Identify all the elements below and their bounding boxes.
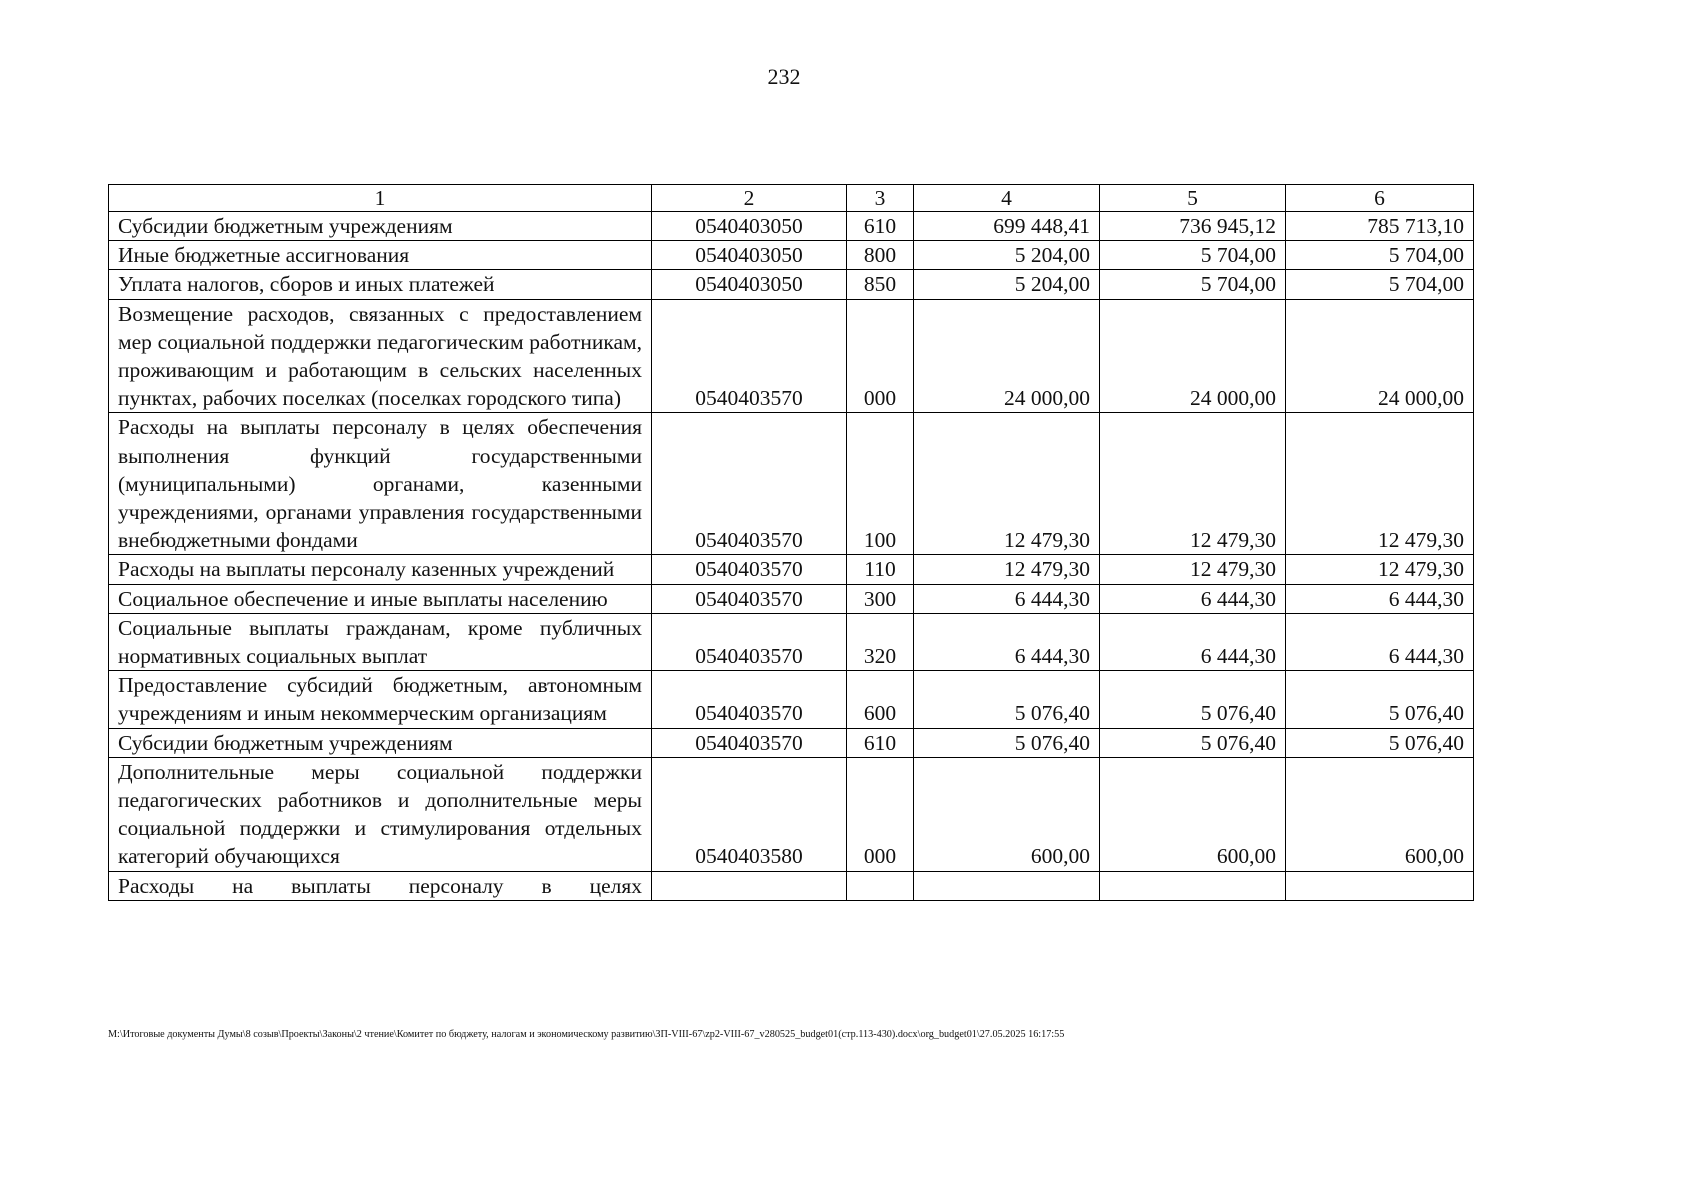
amount-col4-cell: 5 076,40 [914,728,1100,757]
column-header: 2 [652,185,847,212]
expense-name-cell: Уплата налогов, сборов и иных платежей [109,270,652,299]
target-article-code-cell: 0540403570 [652,728,847,757]
amount-col4-cell: 6 444,30 [914,584,1100,613]
target-article-code-cell: 0540403570 [652,613,847,670]
amount-col5-cell: 6 444,30 [1100,584,1286,613]
amount-col4-cell: 12 479,30 [914,413,1100,555]
amount-col4-cell: 24 000,00 [914,299,1100,413]
amount-col5-cell: 5 076,40 [1100,728,1286,757]
target-article-code-cell: 0540403580 [652,757,847,871]
amount-col5-cell: 5 076,40 [1100,671,1286,728]
table-body [109,185,1474,901]
table-row [109,728,1474,757]
amount-col6-cell: 600,00 [1286,757,1474,871]
amount-col4-cell: 699 448,41 [914,212,1100,241]
expense-type-code-cell: 110 [847,555,914,584]
expense-name-cell: Расходы на выплаты персоналу казенных учреждений [109,555,652,584]
amount-col5-cell: 736 945,12 [1100,212,1286,241]
expense-type-code-cell: 100 [847,413,914,555]
table-row [109,413,1474,555]
target-article-code-cell: 0540403050 [652,270,847,299]
table-row [109,212,1474,241]
column-number-row [109,185,1474,212]
page-number: 232 [767,64,801,89]
column-header: 1 [109,185,652,212]
amount-col5-cell: 5 704,00 [1100,270,1286,299]
expense-name-cell: Расходы на выплаты персоналу в целях обеспечения выполнения функций государственными (муниципальными) органами, казенными учреждениями, органами управления государственными внебюджетными фондами [109,413,652,555]
amount-col5-cell: 12 479,30 [1100,413,1286,555]
expense-type-code-cell: 800 [847,241,914,270]
amount-col6-cell: 6 444,30 [1286,584,1474,613]
amount-col4-cell: 5 204,00 [914,270,1100,299]
expense-name-cell: Социальные выплаты гражданам, кроме публичных нормативных социальных выплат [109,613,652,670]
amount-col4-cell: 6 444,30 [914,613,1100,670]
amount-col6-cell: 24 000,00 [1286,299,1474,413]
expense-type-code-cell: 000 [847,299,914,413]
amount-col5-cell: 5 704,00 [1100,241,1286,270]
expense-type-code-cell: 300 [847,584,914,613]
expense-type-code-cell: 600 [847,671,914,728]
expense-name-cell: Иные бюджетные ассигнования [109,241,652,270]
amount-col6-cell: 6 444,30 [1286,613,1474,670]
amount-col4-cell: 600,00 [914,757,1100,871]
amount-col6-cell: 12 479,30 [1286,413,1474,555]
table-row [109,757,1474,871]
table-row [109,270,1474,299]
expense-name-cell: Дополнительные меры социальной поддержки педагогических работников и дополнительные меры социальной поддержки и стимулирования отдельных категорий обучающихся [109,757,652,871]
table-row [109,671,1474,728]
expense-type-code-cell: 610 [847,728,914,757]
expense-name-cell: Субсидии бюджетным учреждениям [109,728,652,757]
target-article-code-cell: 0540403570 [652,584,847,613]
amount-col6-cell: 5 704,00 [1286,241,1474,270]
expense-type-code-cell: 320 [847,613,914,670]
budget-table [108,184,1474,901]
target-article-code-cell: 0540403570 [652,671,847,728]
table-row [109,584,1474,613]
target-article-code-cell: 0540403570 [652,299,847,413]
target-article-code-cell: 0540403570 [652,555,847,584]
amount-col4-cell: 5 204,00 [914,241,1100,270]
expense-name-cell: Предоставление субсидий бюджетным, автономным учреждениям и иным некоммерческим организациям [109,671,652,728]
expense-name-cell: Социальное обеспечение и иные выплаты населению [109,584,652,613]
expense-type-code-cell: 850 [847,270,914,299]
amount-col6-cell: 5 076,40 [1286,671,1474,728]
expense-type-code-cell: 610 [847,212,914,241]
amount-col6-cell [1286,871,1474,900]
table-row [109,299,1474,413]
target-article-code-cell: 0540403050 [652,241,847,270]
expense-name-cell: Субсидии бюджетным учреждениям [109,212,652,241]
target-article-code-cell [652,871,847,900]
amount-col5-cell: 24 000,00 [1100,299,1286,413]
document-file-path: M:\Итоговые документы Думы\8 созыв\Проекты\Законы\2 чтение\Комитет по бюджету, налогам и экономическому развитию\ЗП-VIII-67\zp2-VIII-67_v280525_budget01(стр.113-430).docx\org_budget01\27.05.2025 16:17:55 [108,1029,1065,1040]
table-row [109,871,1474,900]
amount-col4-cell: 12 479,30 [914,555,1100,584]
expense-name-cell: Возмещение расходов, связанных с предоставлением мер социальной поддержки педагогическим работникам, проживающим и работающим в сельских населенных пунктах, рабочих поселках (поселках городского типа) [109,299,652,413]
amount-col5-cell: 6 444,30 [1100,613,1286,670]
target-article-code-cell: 0540403570 [652,413,847,555]
amount-col6-cell: 785 713,10 [1286,212,1474,241]
amount-col5-cell: 12 479,30 [1100,555,1286,584]
expense-type-code-cell [847,871,914,900]
amount-col4-cell: 5 076,40 [914,671,1100,728]
amount-col4-cell [914,871,1100,900]
expense-type-code-cell: 000 [847,757,914,871]
table-row [109,241,1474,270]
target-article-code-cell: 0540403050 [652,212,847,241]
column-header: 5 [1100,185,1286,212]
column-header: 4 [914,185,1100,212]
amount-col5-cell [1100,871,1286,900]
amount-col6-cell: 12 479,30 [1286,555,1474,584]
table-row [109,613,1474,670]
amount-col6-cell: 5 704,00 [1286,270,1474,299]
amount-col6-cell: 5 076,40 [1286,728,1474,757]
column-header: 6 [1286,185,1474,212]
table-row [109,555,1474,584]
column-header: 3 [847,185,914,212]
expense-name-cell: Расходы на выплаты персоналу в целях [109,871,652,900]
amount-col5-cell: 600,00 [1100,757,1286,871]
